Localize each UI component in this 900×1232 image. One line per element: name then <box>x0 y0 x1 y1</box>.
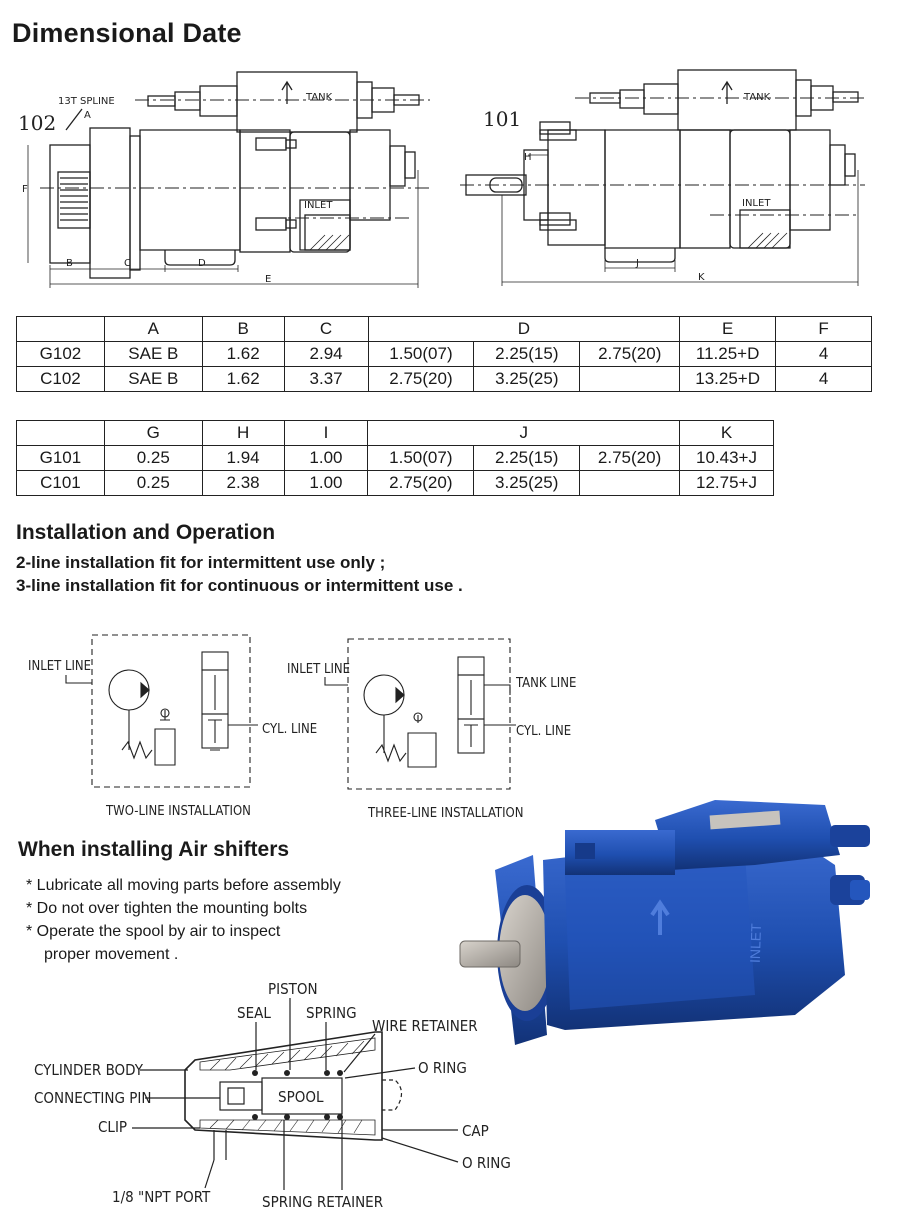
table-cell: 12.75+J <box>680 471 774 496</box>
table-header-cell: G <box>104 421 202 446</box>
svg-text:CYL. LINE: CYL. LINE <box>262 722 318 737</box>
air-shifters-heading: When installing Air shifters <box>18 838 290 861</box>
svg-text:INLET: INLET <box>742 198 771 209</box>
label-npt-port: 1/8 "NPT PORT <box>112 1188 211 1206</box>
table-cell: 2.75(20) <box>368 471 474 496</box>
table-cell: SAE B <box>104 342 202 367</box>
table-cell: 2.38 <box>202 471 284 496</box>
label-connecting-pin: CONNECTING PIN <box>34 1089 152 1107</box>
svg-text:E: E <box>265 274 272 285</box>
air-bullet-3: * Operate the spool by air to inspect <box>26 923 281 940</box>
label-cap: CAP <box>462 1122 489 1140</box>
air-cylinder-diagram <box>0 970 560 1232</box>
label-cylinder-body: CYLINDER BODY <box>34 1061 143 1079</box>
table-cell: C102 <box>17 367 105 392</box>
svg-text:TANK: TANK <box>744 92 771 103</box>
table-cell <box>580 367 680 392</box>
svg-text:CYL. LINE: CYL. LINE <box>516 724 572 739</box>
drawing-id-102: 102 <box>18 111 57 135</box>
svg-text:INLET LINE: INLET LINE <box>28 659 92 674</box>
drawing-102 <box>18 72 430 288</box>
table-header-cell: K <box>680 421 774 446</box>
table-cell: 3.25(25) <box>474 471 580 496</box>
air-bullet-4: proper movement . <box>44 946 179 963</box>
svg-text:TWO-LINE INSTALLATION: TWO-LINE INSTALLATION <box>106 804 251 819</box>
table-cell: 4 <box>776 342 872 367</box>
table-cell: 0.25 <box>104 471 202 496</box>
label-clip: CLIP <box>98 1118 128 1136</box>
table-cell: 1.00 <box>284 471 368 496</box>
table-cell: 2.94 <box>284 342 368 367</box>
dimension-drawings <box>0 60 900 310</box>
table-cell: 3.37 <box>284 367 368 392</box>
svg-text:TANK: TANK <box>306 92 333 103</box>
label-o-ring-top: O RING <box>418 1059 467 1077</box>
table-header-cell: D <box>368 317 680 342</box>
svg-text:INLET: INLET <box>304 200 333 211</box>
svg-text:B: B <box>66 258 73 269</box>
label-seal: SEAL <box>237 1004 271 1022</box>
svg-text:TANK LINE: TANK LINE <box>516 676 577 691</box>
table-header-cell <box>17 421 105 446</box>
drawing-101 <box>460 70 865 286</box>
table-row <box>17 367 872 392</box>
spool-label: SPOOL <box>278 1088 324 1106</box>
table-cell: 0.25 <box>104 446 202 471</box>
table-header-row <box>17 421 774 446</box>
table-cell <box>580 471 680 496</box>
table-cell: 1.62 <box>202 367 284 392</box>
table-header-cell: J <box>368 421 680 446</box>
table-header-cell: F <box>776 317 872 342</box>
table-cell: 1.94 <box>202 446 284 471</box>
table-cell: 1.50(07) <box>368 446 474 471</box>
installation-line-1: 2-line installation fit for intermittent use only ; <box>16 553 386 572</box>
installation-line-2: 3-line installation fit for continuous or intermittent use . <box>16 576 463 595</box>
table-cell: 1.00 <box>284 446 368 471</box>
table-cell: 2.75(20) <box>580 342 680 367</box>
table-header-cell <box>17 317 105 342</box>
table-header-cell: E <box>680 317 776 342</box>
table-cell: 2.75(20) <box>580 446 680 471</box>
svg-text:INLET LINE: INLET LINE <box>287 662 351 677</box>
table-header-cell: I <box>284 421 368 446</box>
table-cell: 2.25(15) <box>474 342 580 367</box>
table-row <box>17 471 774 496</box>
photo-inlet-text: INLET <box>746 923 765 964</box>
table-cell: G102 <box>17 342 105 367</box>
table-cell: C101 <box>17 471 105 496</box>
table-header-cell: B <box>202 317 284 342</box>
svg-text:C: C <box>124 258 131 269</box>
table-header-cell: A <box>104 317 202 342</box>
table-cell: SAE B <box>104 367 202 392</box>
svg-text:K: K <box>698 272 705 283</box>
dim-A: A <box>84 110 91 121</box>
svg-text:J: J <box>636 258 639 269</box>
table-header-cell: H <box>202 421 284 446</box>
page-title: Dimensional Date <box>12 18 242 48</box>
label-spring-retainer: SPRING RETAINER <box>262 1193 384 1211</box>
table-cell: 10.43+J <box>680 446 774 471</box>
table-cell: 1.62 <box>202 342 284 367</box>
svg-text:D: D <box>198 258 206 269</box>
dimension-table-101 <box>16 420 774 496</box>
table-cell: 2.25(15) <box>474 446 580 471</box>
table-header-cell: C <box>284 317 368 342</box>
drawing-id-101: 101 <box>483 107 522 131</box>
table-cell: 11.25+D <box>680 342 776 367</box>
table-cell: G101 <box>17 446 105 471</box>
table-cell: 13.25+D <box>680 367 776 392</box>
dimension-table-102 <box>16 316 872 392</box>
table-cell: 4 <box>776 367 872 392</box>
label-spring: SPRING <box>306 1004 357 1022</box>
two-line-schematic <box>28 635 317 819</box>
label-o-ring-bottom: O RING <box>462 1154 511 1172</box>
svg-text:THREE-LINE INSTALLATION: THREE-LINE INSTALLATION <box>368 806 524 821</box>
table-cell: 2.75(20) <box>368 367 474 392</box>
table-header-row <box>17 317 872 342</box>
label-wire-retainer: WIRE RETAINER <box>372 1017 478 1035</box>
air-bullet-2: * Do not over tighten the mounting bolts <box>26 900 308 917</box>
label-piston: PISTON <box>268 980 318 998</box>
air-bullet-1: * Lubricate all moving parts before assembly <box>26 877 341 894</box>
spline-label: 13T SPLINE <box>58 96 115 107</box>
svg-text:H: H <box>524 152 532 163</box>
table-row <box>17 342 872 367</box>
table-row <box>17 446 774 471</box>
svg-text:F: F <box>22 184 28 195</box>
table-cell: 1.50(07) <box>368 342 474 367</box>
table-cell: 3.25(25) <box>474 367 580 392</box>
installation-heading: Installation and Operation <box>16 521 276 544</box>
